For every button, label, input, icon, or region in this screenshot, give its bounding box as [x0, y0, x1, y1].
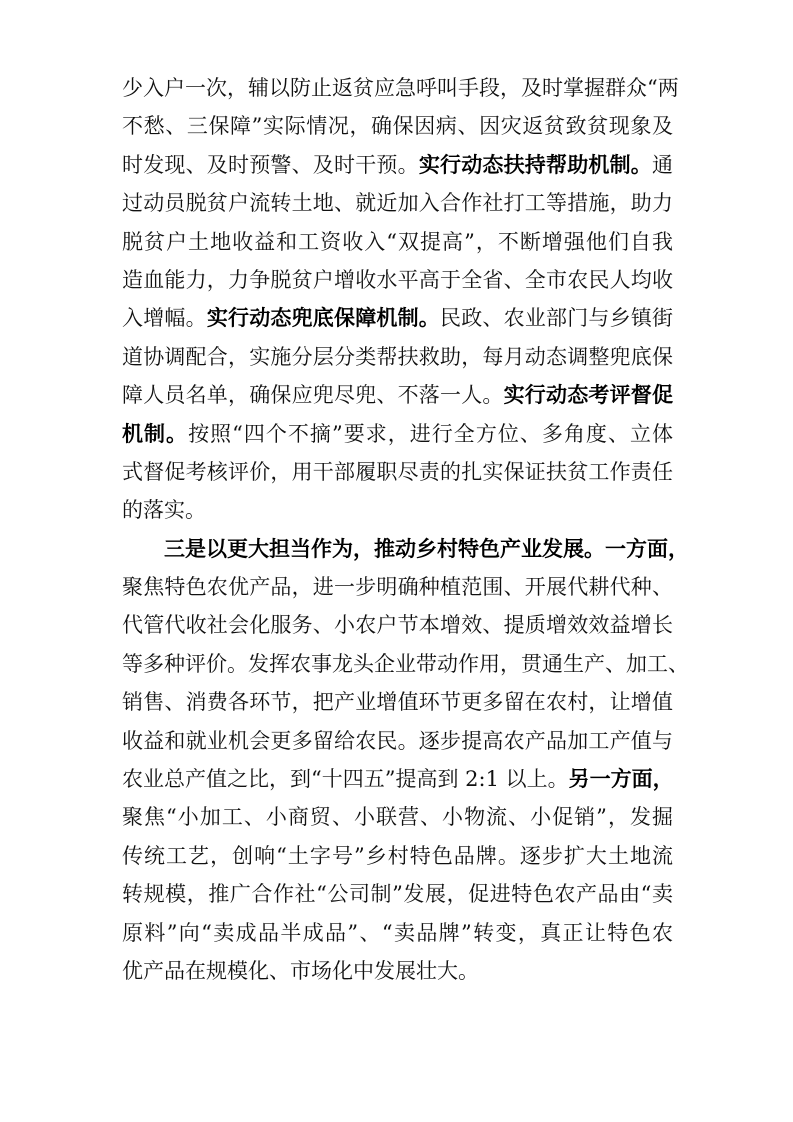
text-line — [122, 343, 673, 381]
body-text: 民政、农业部门与乡镇街 — [440, 306, 674, 331]
text-line — [122, 919, 673, 957]
text-line — [122, 189, 673, 227]
body-text: 聚焦特色农优产品，进一步明确种植范围、开展代耕代种、 — [122, 575, 673, 600]
body-text: 道协调配合，实施分层分类帮扶救助，每月动态调整兜底保 — [122, 344, 673, 369]
text-line — [122, 228, 673, 266]
bold-text: 实行动态考评督促 — [503, 382, 674, 408]
body-text: 脱贫户土地收益和工资收入“双提高”，不断增强他们自我 — [122, 229, 673, 254]
body-text: 传统工艺，创响“土字号”乡村特色品牌。逐步扩大土地流 — [122, 843, 673, 868]
body-text: 按照“四个不摘”要求，进行全方位、多角度、立体 — [188, 421, 673, 446]
body-text: 造血能力，力争脱贫户增收水平高于全省、全市农民人均收 — [122, 267, 673, 292]
text-line — [122, 74, 679, 112]
text-line — [122, 727, 673, 765]
body-text: 过动员脱贫户流转土地、就近加入合作社打工等措施，助力 — [122, 191, 673, 216]
text-line — [122, 650, 689, 688]
text-line — [122, 458, 673, 496]
body-text: 转规模，推广合作社“公司制”发展，促进特色农产品由“卖 — [122, 882, 673, 907]
text-line — [122, 957, 673, 995]
body-text: 代管代收社会化服务、小农户节本增效、提质增效效益增长 — [122, 613, 673, 638]
body-text: 通 — [652, 152, 674, 177]
body-text: 农业总产值之比，到“十四五”提高到 2:1 以上。 — [122, 767, 569, 792]
text-line — [122, 112, 673, 150]
document-page — [122, 74, 689, 995]
bold-text: 另一方面， — [568, 766, 674, 792]
body-text: 不愁、三保障”实际情况，确保因病、因灾返贫致贫现象及 — [122, 114, 673, 139]
text-line — [122, 381, 673, 419]
body-text: 聚焦“小加工、小商贸、小联营、小物流、小促销”，发掘 — [122, 805, 673, 830]
text-line — [122, 611, 673, 649]
body-text: 式督促考核评价，用干部履职尽责的扎实保证扶贫工作责任 — [122, 459, 673, 484]
bold-text: 机制。 — [122, 420, 189, 446]
text-line — [122, 266, 673, 304]
text-line — [122, 842, 673, 880]
text-line — [122, 151, 673, 189]
bold-text: 三是以更大担当作为，推动乡村特色产业发展。一方面， — [164, 535, 689, 561]
body-text: 的落实。 — [122, 498, 206, 523]
body-text: 销售、消费各环节，把产业增值环节更多留在农村，让增值 — [122, 690, 673, 715]
bold-text: 实行动态扶持帮助机制。 — [418, 151, 653, 177]
body-text: 时发现、及时预警、及时干预。 — [122, 152, 419, 177]
body-text: 等多种评价。发挥农事龙头企业带动作用，贯通生产、加工、 — [122, 651, 689, 676]
text-line — [122, 304, 673, 342]
text-line — [122, 803, 673, 841]
text-line — [122, 496, 673, 534]
bold-text: 实行动态兜底保障机制。 — [206, 305, 441, 331]
text-line — [122, 573, 673, 611]
text-line — [122, 765, 673, 803]
text-line — [122, 688, 673, 726]
body-text: 优产品在规模化、市场化中发展壮大。 — [122, 958, 479, 983]
body-text: 障人员名单，确保应兜尽兜、不落一人。 — [122, 383, 504, 408]
body-text: 少入户一次，辅以防止返贫应急呼叫手段，及时掌握群众“两 — [122, 76, 679, 100]
body-text: 收益和就业机会更多留给农民。逐步提高农产品加工产值与 — [122, 728, 673, 753]
text-line — [122, 420, 673, 458]
text-line — [122, 880, 673, 918]
body-text: 原料”向“卖成品半成品”、“卖品牌”转变，真正让特色农 — [122, 920, 673, 945]
body-text: 入增幅。 — [122, 306, 207, 331]
text-line — [122, 535, 689, 573]
